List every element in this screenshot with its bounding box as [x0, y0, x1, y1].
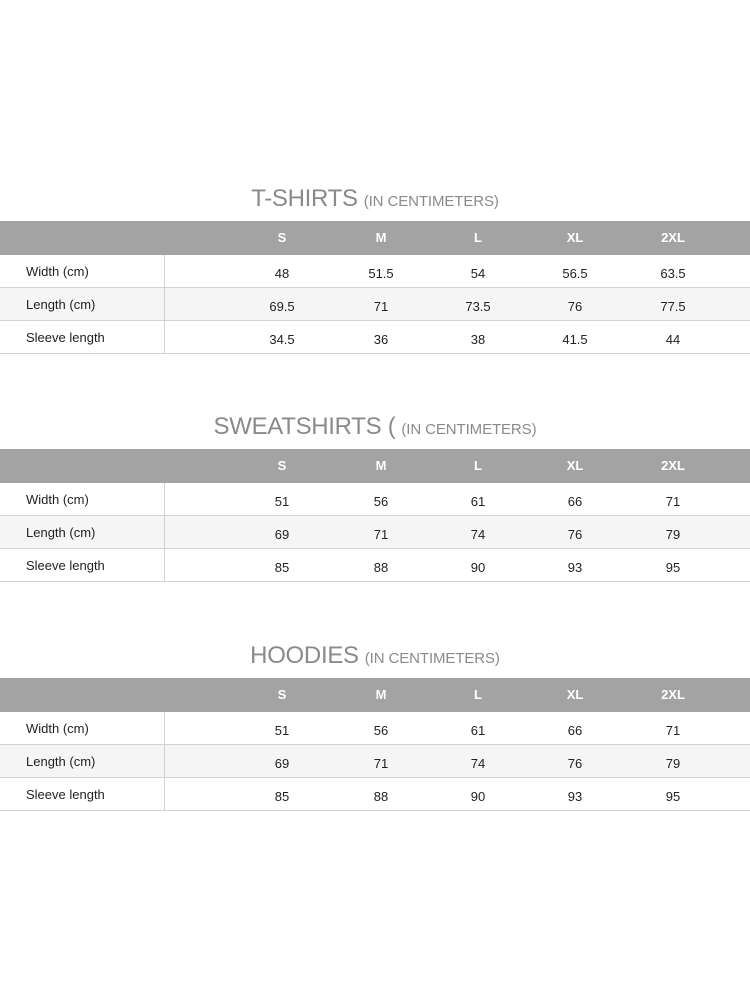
row-divider	[164, 516, 165, 548]
table-cell: 71	[373, 527, 389, 542]
size-header-l: L	[474, 458, 482, 473]
hoodies-section-title	[0, 639, 750, 673]
row-label-length: Length (cm)	[26, 297, 96, 312]
table-cell: 56.5	[562, 266, 588, 281]
table-cell: 51	[274, 494, 290, 509]
table-cell: 44	[665, 332, 681, 347]
tshirts-header-row	[0, 221, 750, 255]
table-cell: 61	[470, 723, 486, 738]
sweatshirts-header-row	[0, 449, 750, 483]
row-divider	[164, 483, 165, 515]
size-header-2xl: 2XL	[661, 458, 685, 473]
row-label-sleeve: Sleeve length	[26, 330, 105, 345]
table-cell: 66	[567, 494, 583, 509]
table-cell: 79	[665, 756, 681, 771]
table-cell: 69	[274, 756, 290, 771]
table-row	[0, 321, 750, 354]
row-divider	[164, 712, 165, 744]
table-row	[0, 778, 750, 811]
tshirts-size-table	[0, 221, 750, 354]
table-cell: 76	[567, 527, 583, 542]
row-label-width: Width (cm)	[26, 721, 89, 736]
table-cell: 71	[665, 494, 681, 509]
table-cell: 51.5	[368, 266, 394, 281]
size-header-s: S	[277, 687, 287, 702]
table-cell: 69	[274, 527, 290, 542]
table-cell: 85	[274, 789, 290, 804]
row-label-length: Length (cm)	[26, 525, 96, 540]
table-cell: 76	[567, 756, 583, 771]
row-label-length: Length (cm)	[26, 754, 96, 769]
table-row	[0, 483, 750, 516]
table-cell: 85	[274, 560, 290, 575]
table-cell: 38	[470, 332, 486, 347]
table-cell: 34.5	[269, 332, 295, 347]
table-cell: 90	[470, 560, 486, 575]
row-divider	[164, 549, 165, 581]
row-label-sleeve: Sleeve length	[26, 787, 105, 802]
table-cell: 51	[274, 723, 290, 738]
row-divider	[164, 255, 165, 287]
table-cell: 66	[567, 723, 583, 738]
table-cell: 41.5	[562, 332, 588, 347]
table-cell: 56	[373, 494, 389, 509]
table-cell: 71	[373, 756, 389, 771]
size-header-xl: XL	[566, 687, 584, 702]
table-row	[0, 712, 750, 745]
table-row	[0, 288, 750, 321]
table-cell: 76	[567, 299, 583, 314]
table-cell: 61	[470, 494, 486, 509]
size-header-m: M	[375, 458, 387, 473]
size-header-l: L	[474, 687, 482, 702]
size-header-2xl: 2XL	[661, 230, 685, 245]
table-row	[0, 549, 750, 582]
size-header-xl: XL	[566, 458, 584, 473]
sweatshirts-unit-note: (IN CENTIMETERS)	[401, 421, 537, 438]
table-cell: 93	[567, 789, 583, 804]
table-cell: 93	[567, 560, 583, 575]
row-divider	[164, 778, 165, 810]
table-cell: 71	[373, 299, 389, 314]
row-divider	[164, 321, 165, 353]
table-cell: 74	[470, 756, 486, 771]
hoodies-title: HOODIES	[250, 642, 359, 669]
row-label-width: Width (cm)	[26, 264, 89, 279]
table-cell: 71	[665, 723, 681, 738]
hoodies-size-table	[0, 678, 750, 811]
row-divider	[164, 288, 165, 320]
table-cell: 90	[470, 789, 486, 804]
table-row	[0, 255, 750, 288]
row-divider	[164, 745, 165, 777]
table-cell: 73.5	[465, 299, 491, 314]
table-cell: 95	[665, 560, 681, 575]
tshirts-section-title	[0, 182, 750, 216]
size-header-m: M	[375, 230, 387, 245]
table-cell: 95	[665, 789, 681, 804]
table-cell: 74	[470, 527, 486, 542]
table-cell: 69.5	[269, 299, 295, 314]
table-cell: 79	[665, 527, 681, 542]
sweatshirts-title: SWEATSHIRTS (	[213, 413, 396, 440]
size-header-m: M	[375, 687, 387, 702]
sweatshirts-section-title	[0, 410, 750, 444]
hoodies-unit-note: (IN CENTIMETERS)	[364, 650, 500, 667]
table-cell: 63.5	[660, 266, 686, 281]
size-header-s: S	[277, 230, 287, 245]
tshirts-title: T-SHIRTS	[251, 185, 358, 212]
row-label-width: Width (cm)	[26, 492, 89, 507]
tshirts-unit-note: (IN CENTIMETERS)	[363, 193, 499, 210]
hoodies-header-row	[0, 678, 750, 712]
table-row	[0, 516, 750, 549]
row-label-sleeve: Sleeve length	[26, 558, 105, 573]
table-cell: 88	[373, 789, 389, 804]
table-cell: 56	[373, 723, 389, 738]
table-row	[0, 745, 750, 778]
table-cell: 48	[274, 266, 290, 281]
sweatshirts-size-table	[0, 449, 750, 582]
table-cell: 54	[470, 266, 486, 281]
table-cell: 77.5	[660, 299, 686, 314]
table-cell: 36	[373, 332, 389, 347]
size-header-2xl: 2XL	[661, 687, 685, 702]
size-header-xl: XL	[566, 230, 584, 245]
size-header-s: S	[277, 458, 287, 473]
size-header-l: L	[474, 230, 482, 245]
table-cell: 88	[373, 560, 389, 575]
